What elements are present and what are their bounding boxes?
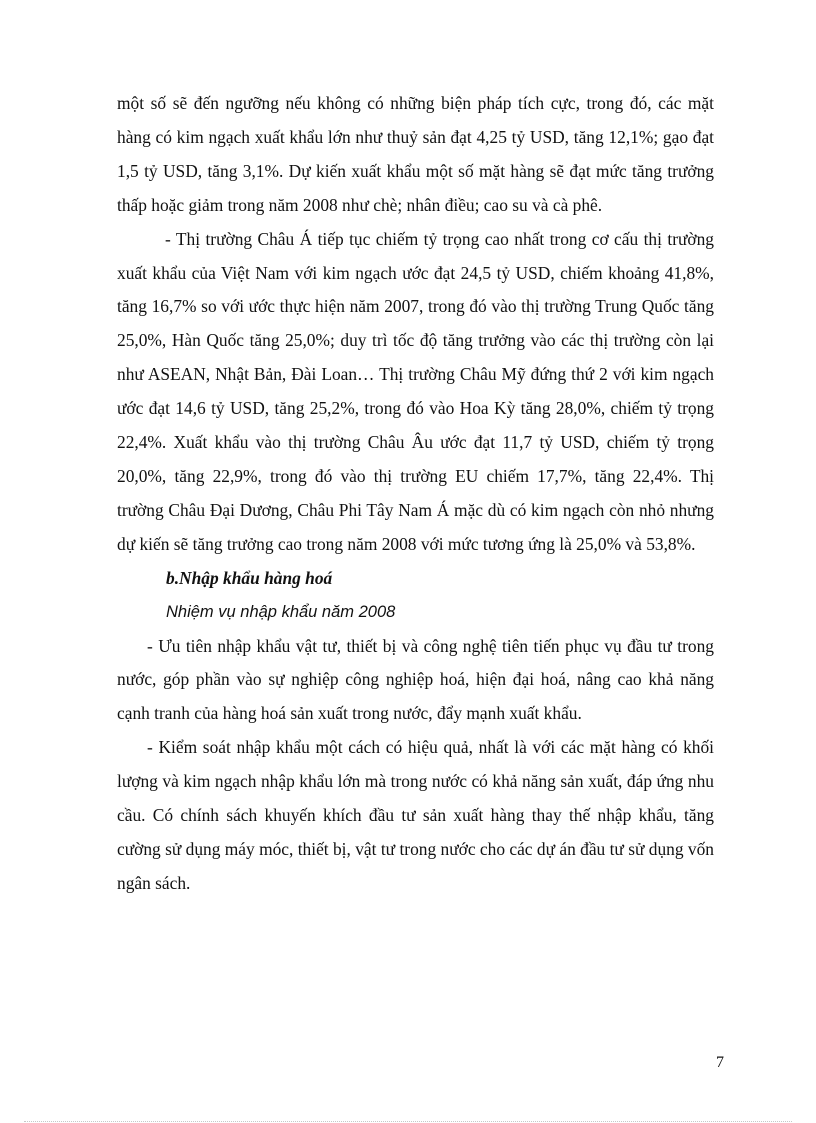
- bullet-import-control: - Kiểm soát nhập khẩu một cách có hiệu quả, nhất là với các mặt hàng có khối lượng và kim ngạch nhập khẩu lớn mà trong nước có khả năng sản xuất, đáp ứng nhu cầu. Có chính sách khuyến khích đầu tư sản xuất hàng thay thế nhập khẩu, tăng cường sử dụng máy móc, thiết bị, vật tư trong nước cho các dự án đầu tư sử dụng vốn ngân sách.: [117, 737, 714, 893]
- section-heading: b.Nhập khẩu hàng hoá: [166, 567, 333, 588]
- bullet-priority-imports: - Ưu tiên nhập khẩu vật tư, thiết bị và công nghệ tiên tiến phục vụ đầu tư trong nước, góp phần vào sự nghiệp công nghiệp hoá, hiện đại hoá, nâng cao khả năng cạnh tranh của hàng hoá sản xuất trong nước, đẩy mạnh xuất khẩu.: [117, 635, 714, 724]
- section-subheading: Nhiệm vụ nhập khẩu năm 2008: [166, 602, 396, 621]
- page-number: 7: [716, 1054, 724, 1071]
- body-text: [117, 87, 714, 901]
- paragraph-export-markets: - Thị trường Châu Á tiếp tục chiếm tỷ trọng cao nhất trong cơ cấu thị trường xuất khẩu của Việt Nam với kim ngạch ước đạt 24,5 tỷ USD, chiếm khoảng 41,8%, tăng 16,7% so với ước thực hiện năm 2007, trong đó vào thị trường Trung Quốc tăng 25,0%, Hàn Quốc tăng 25,0%; duy trì tốc độ tăng trưởng vào các thị trường còn lại như ASEAN, Nhật Bản, Đài Loan… Thị trường Châu Mỹ đứng thứ 2 với kim ngạch ước đạt 14,6 tỷ USD, tăng 25,2%, trong đó vào Hoa Kỳ tăng 28,0%, chiếm tỷ trọng 22,4%. Xuất khẩu vào thị trường Châu Âu ước đạt 11,7 tỷ USD, chiếm tỷ trọng 20,0%, tăng 22,9%, trong đó vào thị trường EU chiếm 17,7%, tăng 22,4%. Thị trường Châu Đại Dương, Châu Phi Tây Nam Á mặc dù có kim ngạch còn nhỏ nhưng dự kiến sẽ tăng trưởng cao trong năm 2008 với mức tương ứng là 25,0% và 53,8%.: [117, 228, 714, 554]
- footer-divider: [24, 1121, 792, 1122]
- paragraph-seafood-rice: một số sẽ đến ngưỡng nếu không có những biện pháp tích cực, trong đó, các mặt hàng có kim ngạch xuất khẩu lớn như thuỷ sản đạt 4,25 tỷ USD, tăng 12,1%; gạo đạt 1,5 tỷ USD, tăng 3,1%. Dự kiến xuất khẩu một số mặt hàng sẽ đạt mức tăng trưởng thấp hoặc giảm trong năm 2008 như chè; nhân điều; cao su và cà phê.: [117, 93, 714, 215]
